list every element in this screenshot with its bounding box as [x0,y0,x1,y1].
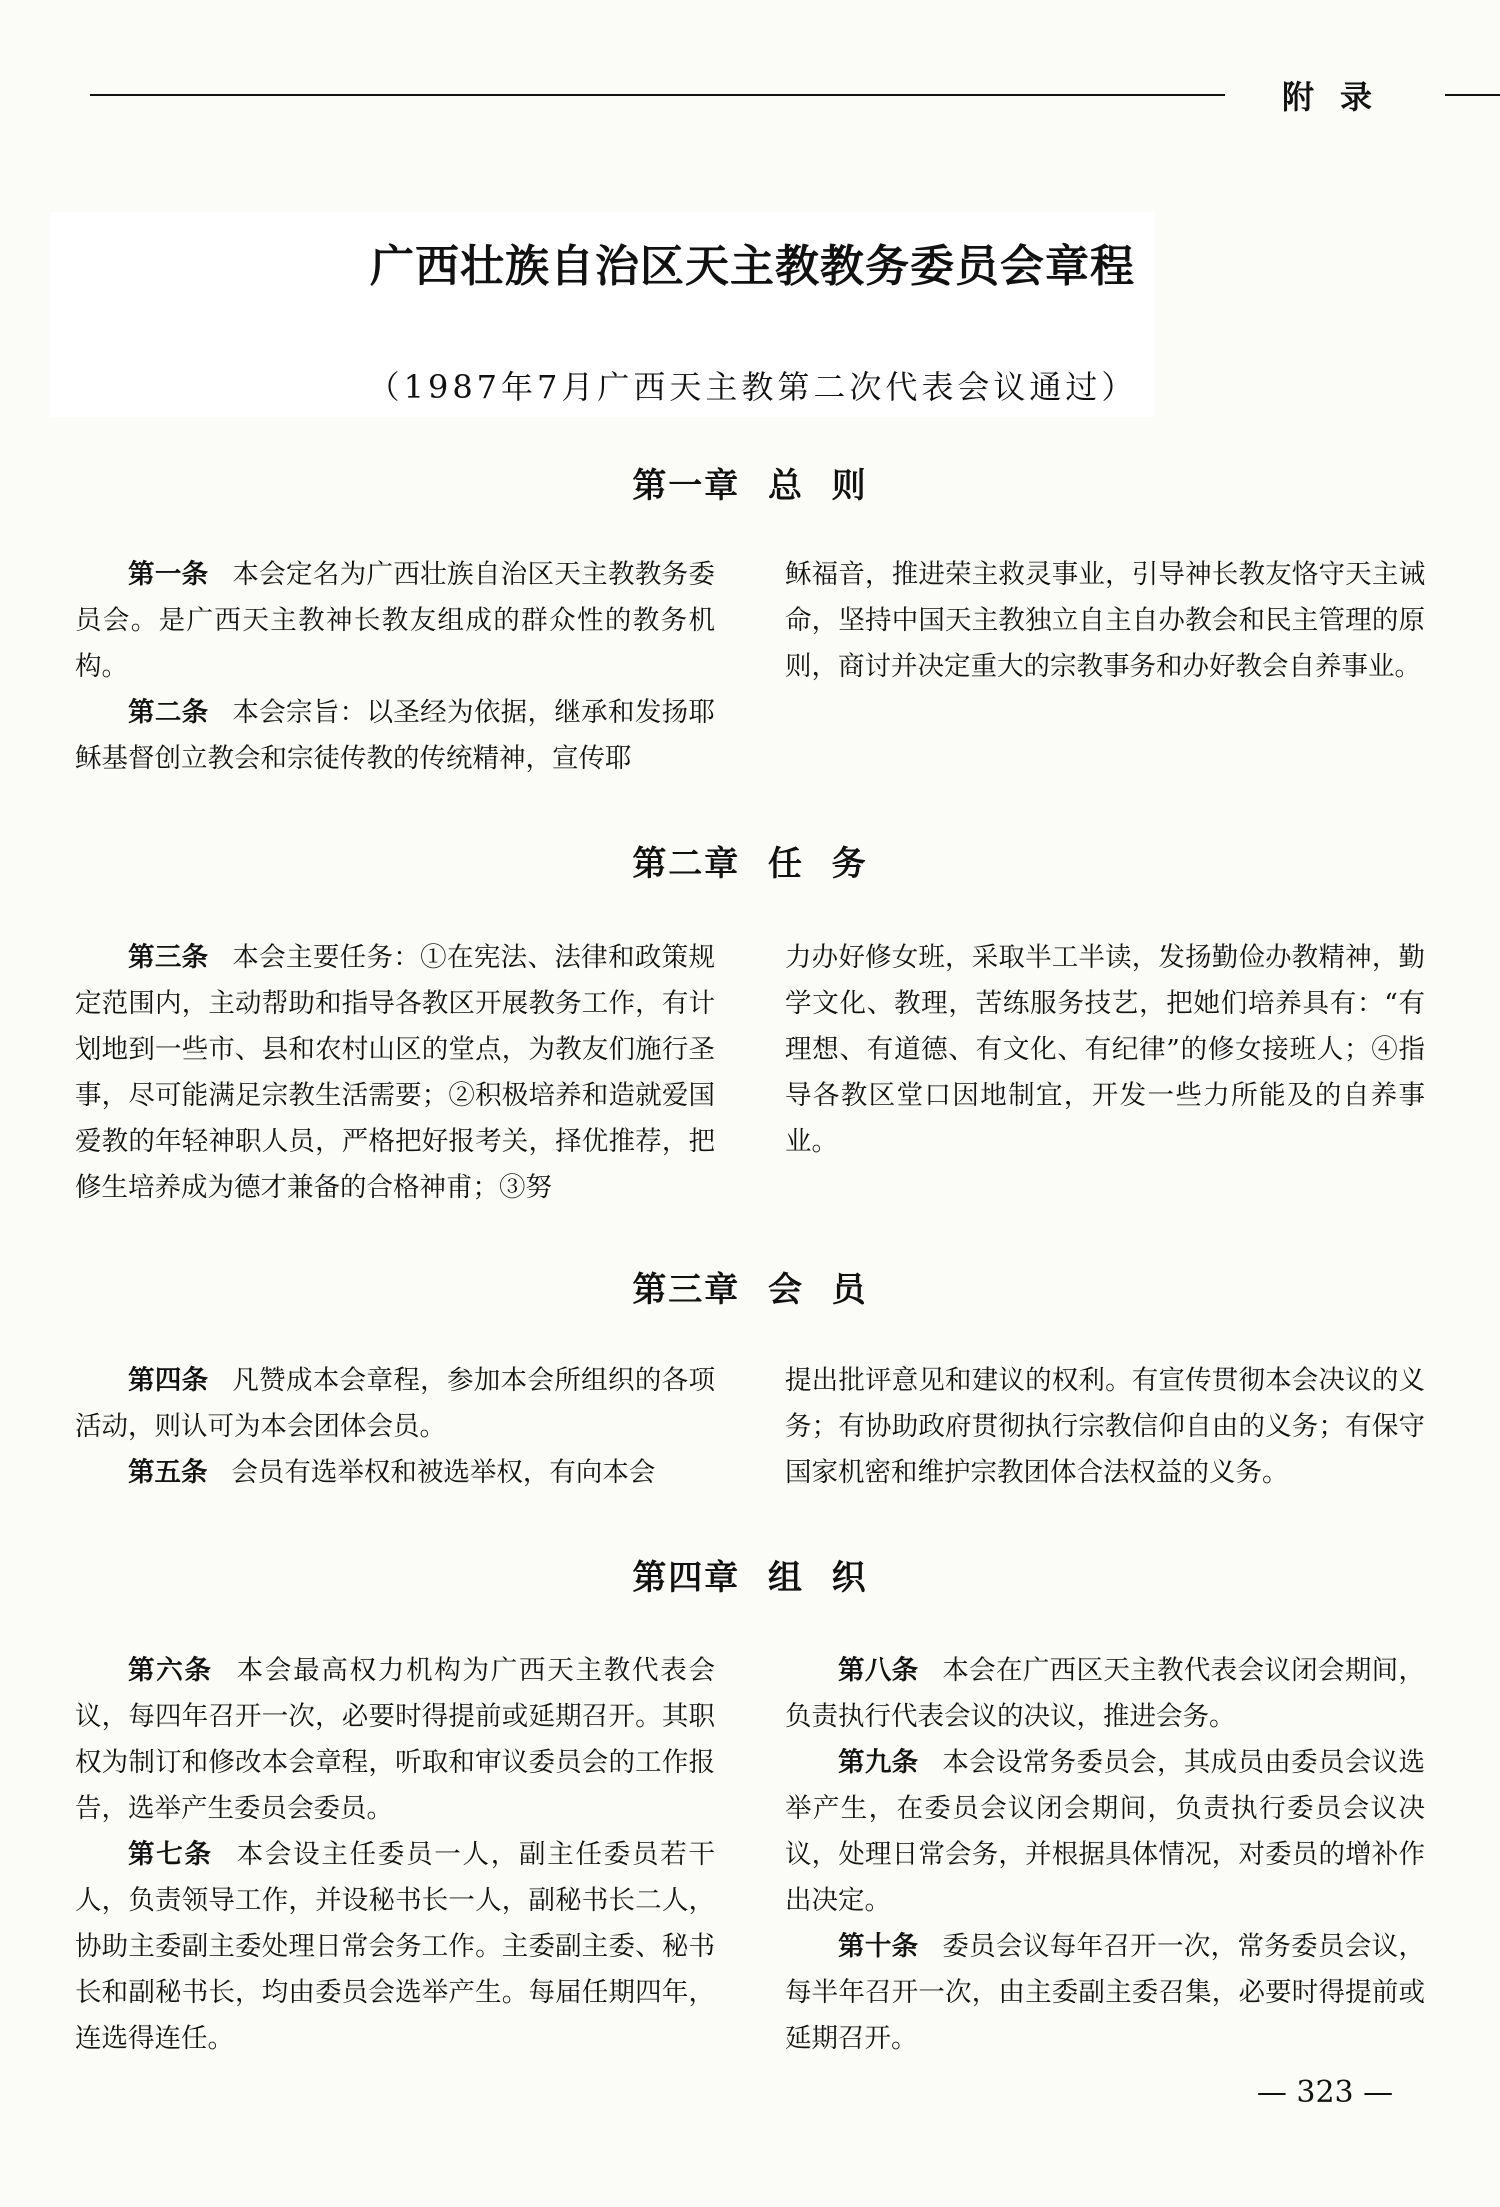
header-rule-right [1445,94,1500,96]
article-1-text: 本会定名为广西壮族自治区天主教教务委员会。是广西天主教神长教友组成的群众性的教务机构。 [75,559,716,682]
chapter-2-right-column [785,935,1425,1165]
article-3-text: 本会主要任务：①在宪法、法律和政策规定范围内，主动帮助和指导各教区开展教务工作，有计划地到一些市、县和农村山区的堂点，为教友们施行圣事，尽可能满足宗教生活需要；②积极培养和造就爱国爱教的年轻神职人员，严格把好报考关，择优推荐，把修生培养成为德才兼备的合格神甫；③努 [75,942,716,1203]
article-2-label: 第二条 [128,697,209,728]
article-4-label: 第四条 [128,1365,209,1396]
document-title: 广西壮族自治区天主教教务委员会章程 [370,241,1135,292]
article-2-continued: 稣福音，推进荣主救灵事业，引导神长教友恪守天主诫命，坚持中国天主教独立自主自办教会和民主管理的原则，商讨并决定重大的宗教事务和办好教会自养事业。 [785,559,1425,682]
article-5-text: 会员有选举权和被选举权，有向本会 [231,1457,656,1488]
article-5-label: 第五条 [128,1457,208,1488]
article-8-text: 本会在广西区天主教代表会议闭会期间，负责执行代表会议的决议，推进会务。 [785,1655,1426,1732]
header-rule-left [90,94,1225,96]
document-subtitle: （1987年7月广西天主教第二次代表会议通过） [367,368,1138,406]
article-1 [75,552,715,690]
article-10-label: 第十条 [838,1931,919,1962]
article-2-text: 本会宗旨：以圣经为依据，继承和发扬耶稣基督创立教会和宗徒传教的传统精神，宣传耶 [75,697,716,774]
article-6-text: 本会最高权力机构为广西天主教代表会议，每四年召开一次，必要时得提前或延期召开。其职权为制订和修改本会章程，听取和审议委员会的工作报告，选举产生委员会委员。 [75,1655,716,1824]
article-5 [75,1450,715,1496]
article-4-text: 凡赞成本会章程，参加本会所组织的各项活动，则认可为本会团体会员。 [75,1365,716,1442]
article-8-label: 第八条 [838,1655,919,1686]
chapter-3-right-column [785,1358,1425,1496]
article-8 [785,1648,1425,1740]
article-2 [75,690,715,782]
chapter-2-left-column [75,935,715,1211]
article-7-text: 本会设主任委员一人，副主任委员若干人，负责领导工作，并设秘书长一人，副秘书长二人，协助主委副主委处理日常会务工作。主委副主委、秘书长和副秘书长，均由委员会选举产生。每届任期四年，连选得连任。 [75,1839,716,2054]
header-section-label: 附录 [1281,78,1398,116]
chapter-4-heading: 第四章 组 织 [632,1558,868,1598]
running-header [90,70,1420,120]
article-10-text: 委员会议每年召开一次，常务委员会议，每半年召开一次，由主委副主委召集，必要时得提前或延期召开。 [785,1931,1426,2054]
article-7 [75,1832,715,2062]
article-7-label: 第七条 [128,1839,213,1870]
article-5-continued: 提出批评意见和建议的权利。有宣传贯彻本会决议的义务；有协助政府贯彻执行宗教信仰自由的义务；有保守国家机密和维护宗教团体合法权益的义务。 [785,1365,1425,1488]
chapter-1-heading: 第一章 总 则 [632,466,868,506]
article-3-continued: 力办好修女班，采取半工半读，发扬勤俭办教精神，勤学文化、教理，苦练服务技艺，把她们培养具有：“有理想、有道德、有文化、有纪律”的修女接班人；④指导各教区堂口因地制宜，开发一些力所能及的自养事业。 [785,942,1425,1157]
article-9-text: 本会设常务委员会，其成员由委员会议选举产生，在委员会议闭会期间，负责执行委员会议决议，处理日常会务，并根据具体情况，对委员的增补作出决定。 [785,1747,1426,1916]
chapter-4-left-column [75,1648,715,2062]
article-6-label: 第六条 [128,1655,213,1686]
article-6 [75,1648,715,1832]
chapter-1-right-column [785,552,1425,690]
chapter-3-left-column [75,1358,715,1496]
page-number: — 323 — [1256,2075,1394,2110]
chapter-1-left-column [75,552,715,782]
article-9 [785,1740,1425,1924]
chapter-4-right-column [785,1648,1425,2062]
article-1-label: 第一条 [128,559,209,590]
chapter-3-heading: 第三章 会 员 [632,1270,868,1310]
chapter-2-heading: 第二章 任 务 [632,844,868,884]
article-3 [75,935,715,1211]
article-9-label: 第九条 [838,1747,919,1778]
article-4 [75,1358,715,1450]
article-3-label: 第三条 [128,942,209,973]
article-10 [785,1924,1425,2062]
